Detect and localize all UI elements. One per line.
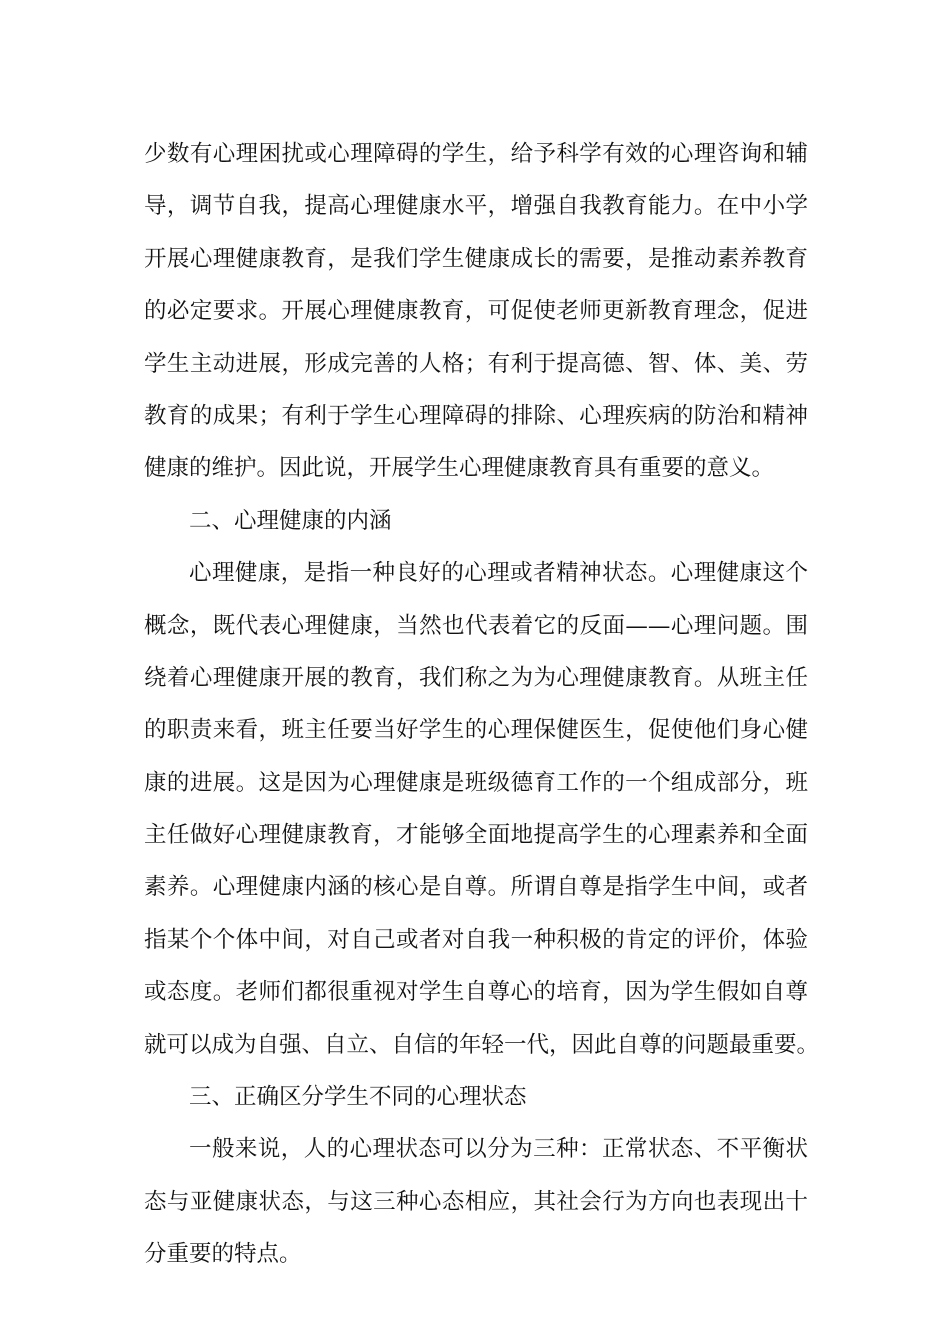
document-body (144, 128, 820, 1281)
text-line: 健康的维护。因此说，开展学生心理健康教育具有重要的意义。 (144, 455, 775, 482)
text-line: 学生主动进展，形成完善的人格；有利于提高德、智、体、美、劳 (144, 350, 808, 377)
text-line: 就可以成为自强、自立、自信的年轻一代，因此自尊的问题最重要。 (144, 1031, 820, 1058)
text-line: 心理健康，是指一种良好的心理或者精神状态。心理健康这个 (189, 560, 808, 587)
text-line: 开展心理健康教育，是我们学生健康成长的需要，是推动素养教育 (144, 245, 808, 272)
text-line: 的职责来看，班主任要当好学生的心理保健医生，促使他们身心健 (144, 717, 808, 744)
text-line: 少数有心理困扰或心理障碍的学生，给予科学有效的心理咨询和辅 (144, 141, 808, 167)
section-heading: 三、正确区分学生不同的心理状态 (189, 1084, 527, 1111)
text-line: 一般来说，人的心理状态可以分为三种：正常状态、不平衡状 (189, 1136, 808, 1163)
text-line: 的必定要求。开展心理健康教育，可促使老师更新教育理念，促进 (144, 298, 808, 325)
text-line: 素养。心理健康内涵的核心是自尊。所谓自尊是指学生中间，或者 (144, 874, 808, 901)
text-line: 绕着心理健康开展的教育，我们称之为为心理健康教育。从班主任 (144, 664, 808, 691)
text-line: 康的进展。这是因为心理健康是班级德育工作的一个组成部分，班 (144, 769, 808, 796)
text-line: 概念，既代表心理健康，当然也代表着它的反面——心理问题。围 (144, 612, 808, 639)
section-heading: 二、心理健康的内涵 (189, 507, 392, 534)
text-line: 态与亚健康状态，与这三种心态相应，其社会行为方向也表现出十 (144, 1188, 808, 1215)
text-line: 主任做好心理健康教育，才能够全面地提高学生的心理素养和全面 (144, 822, 808, 849)
text-line: 导，调节自我，提高心理健康水平，增强自我教育能力。在中小学 (144, 193, 808, 220)
text-line: 教育的成果；有利于学生心理障碍的排除、心理疾病的防治和精神 (144, 402, 808, 429)
text-line: 或态度。老师们都很重视对学生自尊心的培育，因为学生假如自尊 (144, 979, 808, 1006)
text-line: 分重要的特点。 (144, 1241, 302, 1268)
text-line: 指某个个体中间，对自己或者对自我一种积极的肯定的评价，体验 (144, 926, 808, 953)
